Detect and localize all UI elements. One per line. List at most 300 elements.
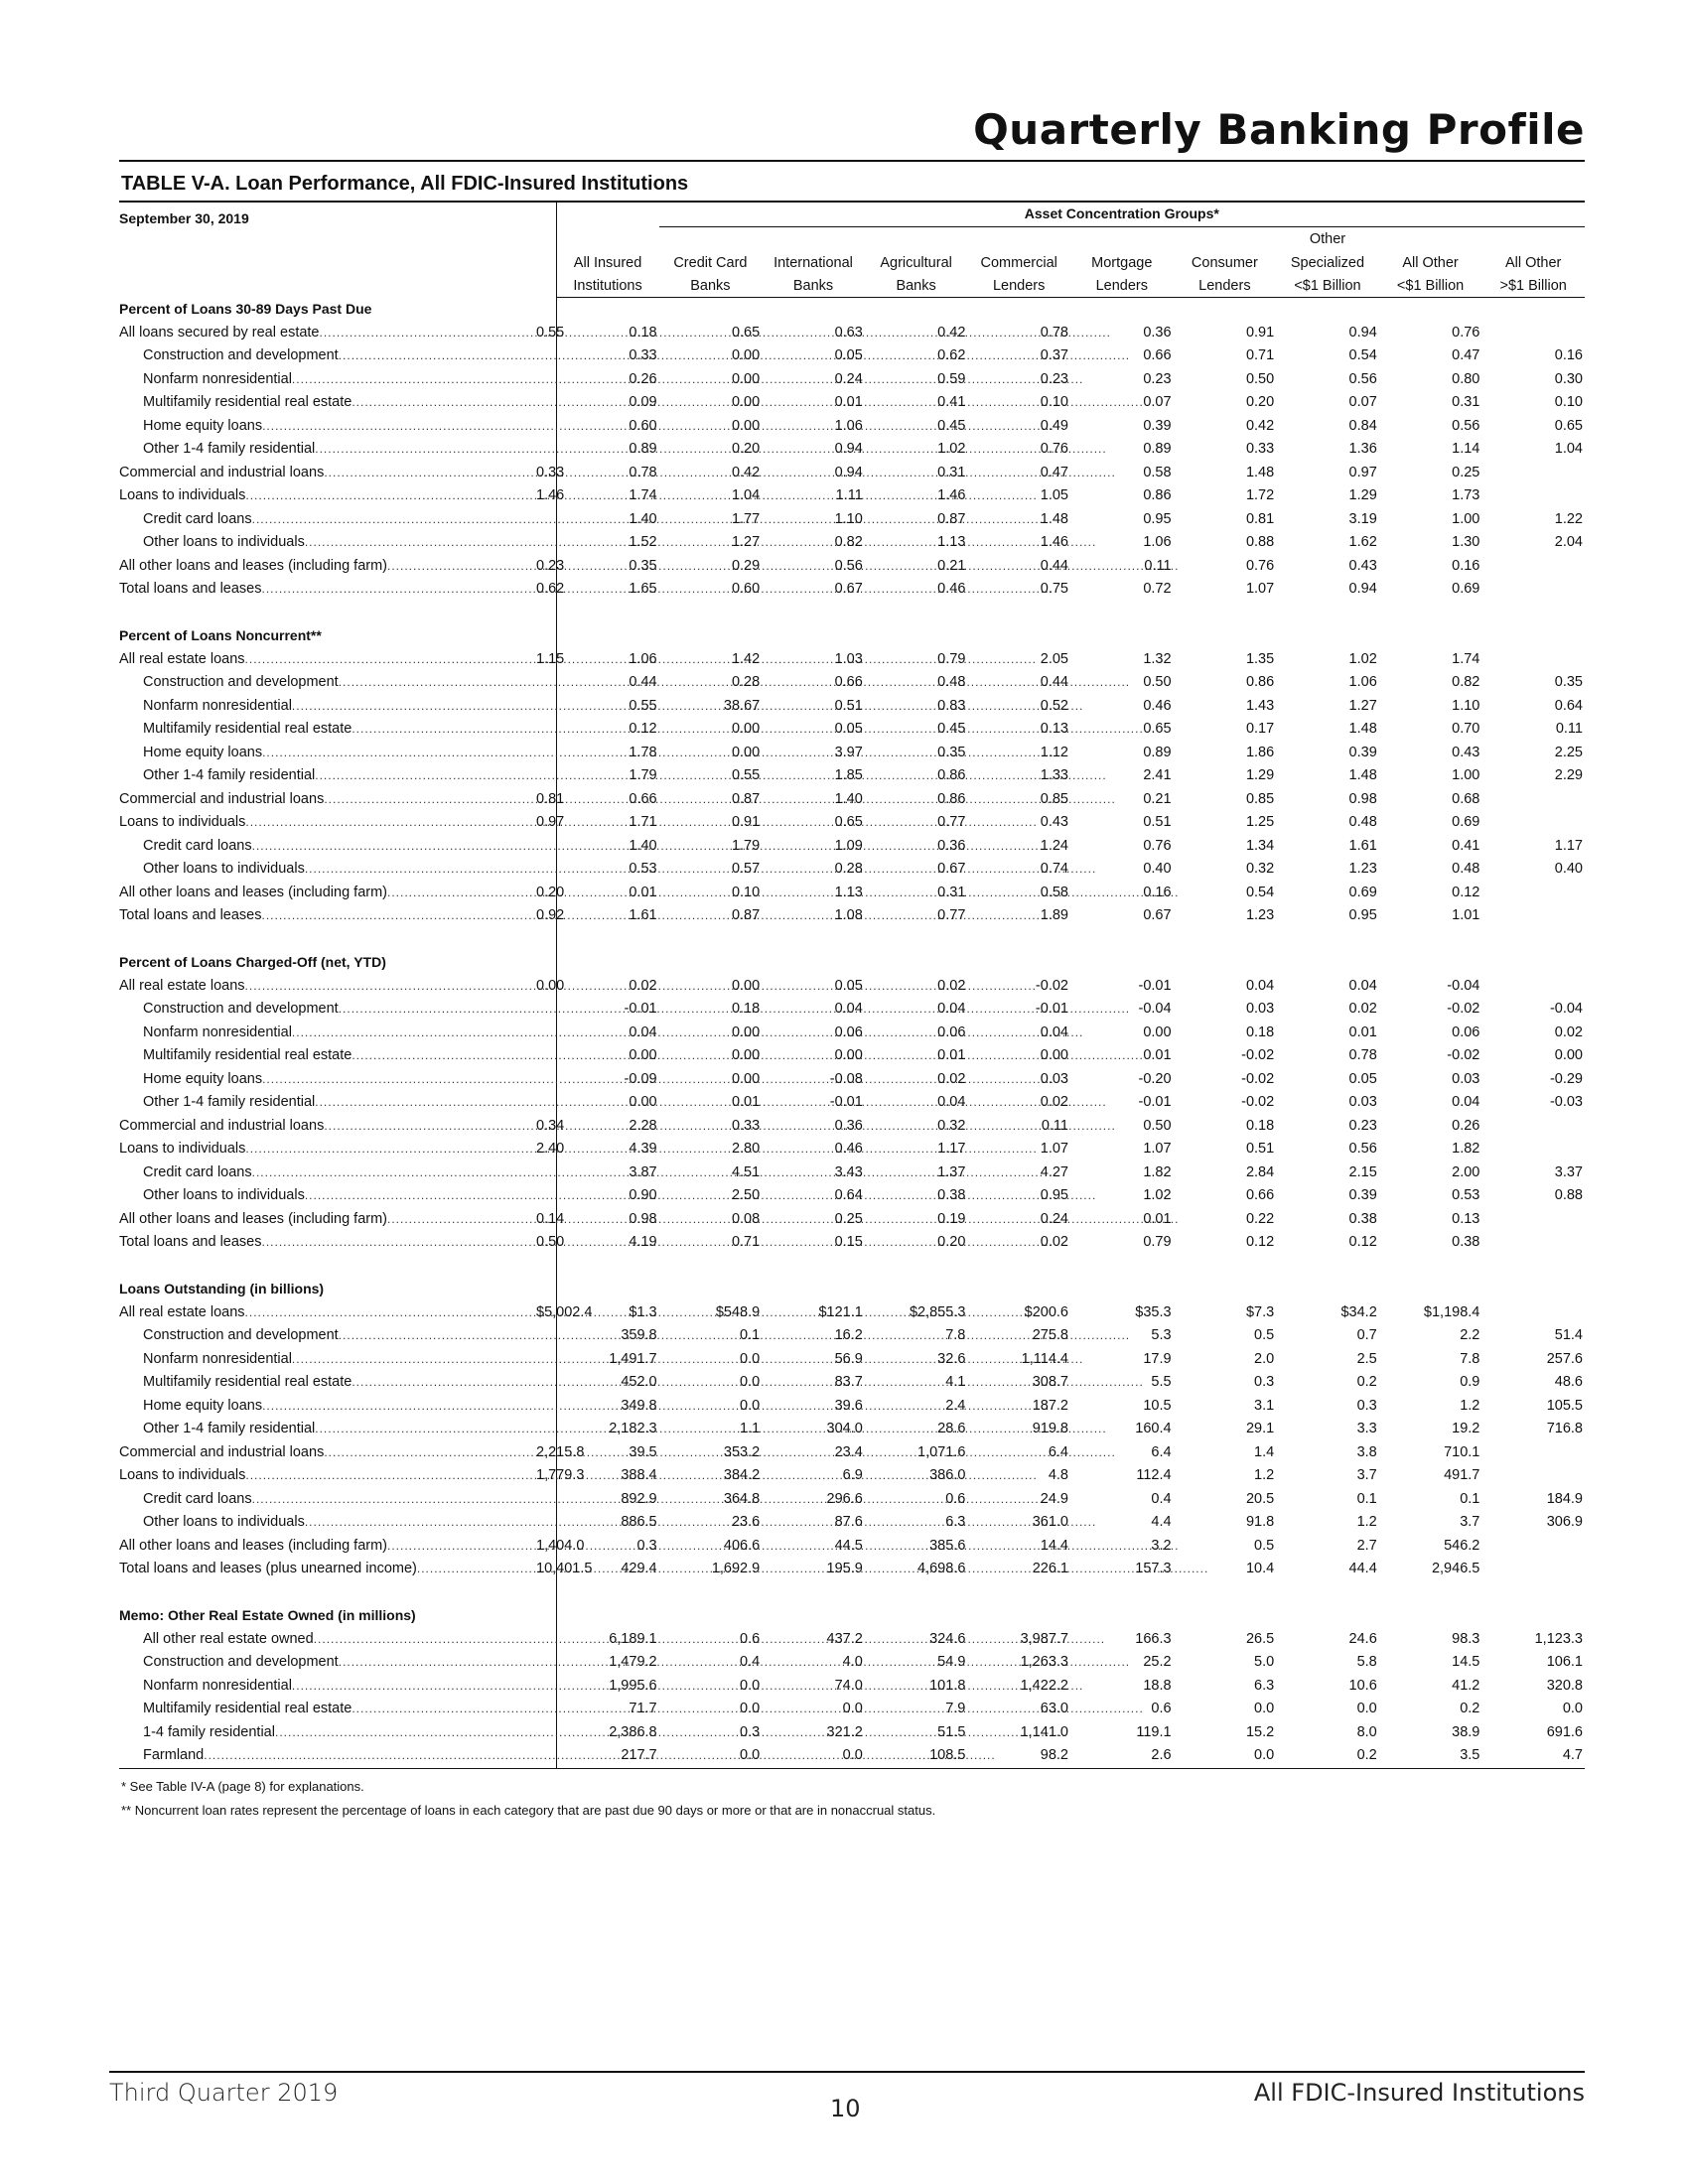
row-value: 0.66 (629, 790, 657, 807)
section-blank-cell (659, 1604, 763, 1628)
row-value: 0.02 (937, 977, 966, 994)
row-value: 0.04 (937, 1094, 966, 1111)
row-value: 1.00 (1452, 767, 1480, 784)
row-value: 1.61 (629, 907, 657, 924)
row-value: 0.24 (1040, 1210, 1068, 1227)
row-value: 5.5 (1151, 1374, 1172, 1391)
row-value: 257.6 (1546, 1350, 1583, 1367)
row-label-cell (119, 835, 536, 859)
row-value-all-insured: 0.81 (536, 788, 556, 812)
row-value: 0.01 (1143, 1210, 1172, 1227)
section-blank-cell (1070, 624, 1174, 648)
row-label-cell (119, 462, 536, 485)
row-value: 7.9 (945, 1701, 966, 1717)
row-value: 3.3 (1356, 1421, 1377, 1437)
row-label-text: Construction and development (143, 1001, 339, 1018)
row-value: 0.1 (740, 1327, 761, 1344)
row-value-all-insured: 1.52 (629, 534, 657, 551)
row-value: 0.02 (937, 1070, 966, 1087)
row-value: 0.12 (1245, 1234, 1275, 1251)
row-value-all-insured: 1.79 (629, 767, 657, 784)
row-value: 1.34 (1245, 837, 1275, 854)
row-value: 0.95 (1143, 510, 1172, 527)
row-value: 1.09 (834, 837, 863, 854)
row-label (119, 1349, 536, 1370)
row-label (119, 345, 536, 366)
row-value: 0.18 (731, 1001, 761, 1018)
table-row (119, 578, 1585, 602)
row-value: 0.25 (834, 1210, 863, 1227)
section-blank-cell (1379, 298, 1482, 322)
row-value: 0.67 (834, 581, 863, 598)
row-value: 10.4 (1245, 1561, 1275, 1577)
row-value-all-insured: 0.50 (536, 1231, 556, 1255)
row-value: 1.32 (1143, 650, 1172, 667)
leader-dots (305, 532, 1096, 553)
row-value: 0.00 (731, 1047, 761, 1064)
section-title: Memo: Other Real Estate Owned (in millions) (119, 1607, 416, 1624)
row-value: 0.26 (1452, 1117, 1480, 1134)
row-value: 1.03 (834, 650, 863, 667)
row-label (119, 485, 536, 506)
spacer-num-cell (1070, 1581, 1174, 1605)
row-label-cell (119, 1371, 536, 1395)
row-value-all-insured: 71.7 (629, 1701, 657, 1717)
row-label-text: Commercial and industrial loans (119, 1117, 325, 1134)
row-value: 275.8 (1032, 1327, 1068, 1344)
row-value: 0.4 (1151, 1490, 1172, 1507)
row-value-all-insured: 0.90 (629, 1187, 657, 1204)
row-value: 1.89 (1040, 907, 1068, 924)
row-value: 1.1 (740, 1421, 761, 1437)
row-label (119, 765, 536, 786)
row-label (119, 1023, 536, 1043)
row-label-cell (119, 671, 536, 695)
row-value: 1.00 (1452, 510, 1480, 527)
row-label-cell (119, 391, 536, 415)
row-value: -0.03 (1549, 1094, 1583, 1111)
section-title: Percent of Loans Noncurrent** (119, 627, 322, 644)
row-value-all-insured: 886.5 (621, 1514, 657, 1531)
section-blank-cell (1070, 1604, 1174, 1628)
row-value: 0.04 (1245, 977, 1275, 994)
row-label (119, 999, 536, 1020)
row-label-text: Total loans and leases (119, 907, 262, 924)
row-label-cell (119, 578, 536, 602)
row-value: 0.50 (1245, 370, 1275, 387)
row-value: 1.30 (1452, 534, 1480, 551)
row-label (119, 1325, 536, 1346)
row-value-all-insured: 0.00 (536, 975, 556, 999)
row-label (119, 1092, 536, 1113)
table-row (119, 1418, 1585, 1441)
spacer-num-cell (967, 1581, 1070, 1605)
row-value: 1.2 (1460, 1397, 1480, 1414)
row-value: 0.1 (1460, 1490, 1480, 1507)
column-header-line1 (865, 226, 968, 250)
row-label-cell (119, 1184, 536, 1208)
row-label (119, 836, 536, 857)
row-value: 0.02 (1348, 1001, 1377, 1018)
row-label-cell (119, 344, 536, 368)
row-value: 0.97 (1348, 464, 1377, 480)
section-blank-cell (967, 1604, 1070, 1628)
leader-dots (262, 1232, 1054, 1253)
table-body (119, 298, 1585, 1769)
row-value: 0.05 (834, 347, 863, 364)
table-row (119, 1091, 1585, 1115)
row-value: 0.40 (1554, 861, 1583, 878)
table-row (119, 835, 1585, 859)
table-row (119, 764, 1585, 788)
row-value: 166.3 (1135, 1630, 1172, 1647)
row-value: 7.8 (945, 1327, 966, 1344)
table-row (119, 1068, 1585, 1092)
row-value: 44.4 (1348, 1561, 1377, 1577)
table-row (119, 555, 1585, 579)
table-row (119, 998, 1585, 1022)
row-value: 0.45 (937, 417, 966, 434)
row-value: 0.33 (731, 1117, 761, 1134)
section-blank-cell (1379, 1278, 1482, 1301)
row-value: -0.01 (1138, 977, 1172, 994)
row-value: 0.65 (1554, 417, 1583, 434)
row-value: 0.78 (1040, 324, 1068, 341)
row-value: 0.44 (1040, 674, 1068, 691)
row-value: 1.48 (1245, 464, 1275, 480)
table-row (119, 1675, 1585, 1699)
leader-dots (262, 1069, 1054, 1090)
row-value: 0.94 (1348, 581, 1377, 598)
row-label-cell (119, 368, 536, 392)
row-value: 0.43 (1452, 744, 1480, 760)
row-value: 0.42 (937, 324, 966, 341)
row-value: 1.11 (835, 487, 863, 504)
column-header-line1 (1379, 226, 1482, 250)
row-value: 0.80 (1452, 370, 1480, 387)
row-label (119, 1372, 536, 1393)
section-blank-cell (1070, 1278, 1174, 1301)
row-value: 17.9 (1143, 1350, 1172, 1367)
row-value: 0.85 (1245, 790, 1275, 807)
section-blank-cell (1379, 951, 1482, 975)
table-row (119, 904, 1585, 928)
row-label-cell (119, 1395, 536, 1419)
table-row (119, 1208, 1585, 1232)
row-value: 0.41 (1452, 837, 1480, 854)
table-row (119, 671, 1585, 695)
row-label-text: Total loans and leases (119, 1234, 262, 1251)
spacer-gap-cell (536, 1255, 556, 1279)
row-label-cell (119, 764, 536, 788)
row-label-cell (119, 1464, 536, 1488)
row-label-cell (119, 508, 536, 532)
row-value: 0.86 (937, 767, 966, 784)
row-value: 6.3 (1254, 1677, 1275, 1694)
row-value: 1.17 (1554, 837, 1583, 854)
table-row (119, 1535, 1585, 1559)
row-value: 0.46 (937, 581, 966, 598)
row-label-cell (119, 1535, 536, 1559)
row-value: 0.48 (937, 674, 966, 691)
row-value: 26.5 (1245, 1630, 1275, 1647)
section-spacer (119, 1581, 1585, 1605)
row-value: 0.31 (937, 884, 966, 900)
row-value: 0.2 (1460, 1701, 1480, 1717)
row-label-cell (119, 1744, 536, 1768)
row-label-cell (119, 648, 536, 672)
row-value: 0.08 (731, 1210, 761, 1227)
spacer-num-cell (865, 1255, 968, 1279)
row-label-cell (119, 1022, 536, 1045)
row-value: 51.5 (937, 1723, 966, 1740)
row-value: 0.46 (1143, 697, 1172, 714)
column-header-line2: International (774, 254, 853, 271)
row-value: 691.6 (1546, 1723, 1583, 1740)
row-label (119, 859, 536, 880)
row-value: 0.00 (731, 370, 761, 387)
column-header-line1 (1174, 226, 1277, 250)
table-row (119, 391, 1585, 415)
row-label-text: Credit card loans (143, 510, 252, 527)
table-row (119, 415, 1585, 439)
row-value: 0.23 (1143, 370, 1172, 387)
row-value: 0.71 (1245, 347, 1275, 364)
page-title: Quarterly Banking Profile (973, 105, 1585, 154)
row-value: 0.83 (937, 697, 966, 714)
row-label (119, 1162, 536, 1183)
spacer-num-cell (1174, 602, 1277, 625)
row-value: 3.1 (1254, 1397, 1275, 1414)
row-label-text: All loans secured by real estate (119, 324, 320, 341)
row-label (119, 1489, 536, 1510)
row-value: 1.4 (1254, 1443, 1275, 1460)
row-label-text: All other loans and leases (including farm) (119, 1210, 387, 1227)
row-value: 0.85 (1040, 790, 1068, 807)
row-value: 296.6 (826, 1490, 863, 1507)
row-label-cell (119, 904, 536, 928)
table-row (119, 1721, 1585, 1745)
row-value: 304.0 (826, 1421, 863, 1437)
row-value: 0.00 (1143, 1024, 1172, 1040)
row-value-all-insured: 0.97 (536, 811, 556, 835)
row-value: 0.35 (1554, 674, 1583, 691)
row-value: 4.27 (1040, 1163, 1068, 1180)
section-blank-cell (762, 951, 865, 975)
row-value-all-insured: 1.40 (629, 837, 657, 854)
row-value: -0.02 (1241, 1094, 1275, 1111)
row-value: -0.02 (1241, 1047, 1275, 1064)
row-value: 0.58 (1143, 464, 1172, 480)
leader-dots (315, 439, 1106, 460)
row-value-all-insured: 359.8 (621, 1327, 657, 1344)
row-value: 1,071.6 (917, 1443, 966, 1460)
row-value: 1.2 (1254, 1467, 1275, 1484)
row-value: 0.47 (1452, 347, 1480, 364)
section-blank-cell (1481, 951, 1585, 975)
row-value: 0.28 (731, 674, 761, 691)
column-header-line1 (762, 226, 865, 250)
row-value: 0.64 (834, 1187, 863, 1204)
row-value: 0.01 (731, 1094, 761, 1111)
section-blank-cell (967, 298, 1070, 322)
row-label-cell (119, 975, 536, 999)
row-value: 0.00 (731, 394, 761, 411)
row-value-all-insured: 1.78 (629, 744, 657, 760)
row-label-text: Construction and development (143, 347, 339, 364)
row-value: 0.2 (1276, 1744, 1379, 1768)
spacer-label-cell (119, 928, 536, 952)
row-value: 0.21 (937, 557, 966, 574)
row-label-text: All real estate loans (119, 977, 245, 994)
column-header-line3: >$1 Billion (1481, 274, 1585, 298)
row-value: 1.01 (1452, 907, 1480, 924)
row-label (119, 1629, 536, 1650)
leader-dots (315, 1092, 1106, 1113)
row-value: 83.7 (834, 1374, 863, 1391)
row-value: 0.30 (1554, 370, 1583, 387)
row-value: 0.74 (1040, 861, 1068, 878)
row-label (119, 1209, 536, 1230)
row-label (119, 1465, 536, 1486)
row-value: 0.10 (731, 884, 761, 900)
footer-rule (109, 2071, 1585, 2073)
row-value-all-insured: 1,491.7 (609, 1350, 657, 1367)
row-label-text: Multifamily residential real estate (143, 1047, 352, 1064)
row-value: 0.53 (1452, 1187, 1480, 1204)
row-label (119, 1116, 536, 1137)
row-value: 2.4 (945, 1397, 966, 1414)
spacer-num-cell (1174, 1255, 1277, 1279)
row-value: 74.0 (834, 1677, 863, 1694)
row-value-all-insured: 0.12 (629, 721, 657, 738)
spacer-num-cell (556, 1581, 659, 1605)
row-label (119, 1069, 536, 1090)
row-value: 2.41 (1143, 767, 1172, 784)
row-value: 1.35 (1245, 650, 1275, 667)
row-value: 0.82 (1452, 674, 1480, 691)
row-value: 1,422.2 (1020, 1677, 1068, 1694)
section-blank-cell (967, 624, 1070, 648)
row-value: 0.78 (1348, 1047, 1377, 1064)
row-value: 108.5 (865, 1744, 968, 1768)
row-value: 6.4 (1151, 1443, 1172, 1460)
row-value: 29.1 (1245, 1421, 1275, 1437)
section-blank-cell (1481, 1604, 1585, 1628)
row-value: 0.0 (1356, 1701, 1377, 1717)
row-value: 4.7 (1481, 1744, 1585, 1768)
row-value: 106.1 (1546, 1654, 1583, 1671)
row-value: 0.04 (1348, 977, 1377, 994)
row-value: 1.06 (1348, 674, 1377, 691)
spacer-num-cell (1276, 1255, 1379, 1279)
row-value: 0.00 (834, 1047, 863, 1064)
row-label-cell (119, 1698, 536, 1721)
row-value: 0.32 (937, 1117, 966, 1134)
table-row (119, 1651, 1585, 1675)
row-value: 0.52 (1040, 697, 1068, 714)
row-value-all-insured: 0.53 (629, 861, 657, 878)
leader-dots (262, 743, 1054, 763)
row-label-cell (119, 1441, 536, 1465)
spacer-num-cell (1481, 1255, 1585, 1279)
row-label (119, 743, 536, 763)
row-value: 0.36 (937, 837, 966, 854)
row-value: 5.3 (1151, 1327, 1172, 1344)
row-value: 23.4 (834, 1443, 863, 1460)
spacer-num-cell (1070, 1255, 1174, 1279)
row-value: 2.05 (1040, 650, 1068, 667)
row-value: 0.76 (1452, 324, 1480, 341)
row-value: 0.03 (1040, 1070, 1068, 1087)
leader-dots (324, 463, 1115, 483)
row-value: 0.94 (834, 464, 863, 480)
section-blank-cell (556, 1604, 659, 1628)
leader-dots (204, 1745, 995, 1766)
spacer-num-cell (967, 928, 1070, 952)
row-value: 0.31 (937, 464, 966, 480)
row-value: 0.38 (1452, 1234, 1480, 1251)
row-value: 0.66 (1143, 347, 1172, 364)
row-label-cell (119, 1138, 536, 1161)
row-value: -0.01 (829, 1094, 863, 1111)
footnote-asset-groups: * See Table IV-A (page 8) for explanations. (121, 1779, 364, 1794)
leader-dots (262, 1396, 1054, 1417)
column-header-line1 (556, 226, 659, 250)
row-value: -0.02 (1035, 977, 1068, 994)
row-value: 0.65 (1143, 721, 1172, 738)
row-value: 0.28 (834, 861, 863, 878)
row-value-all-insured: 2,386.8 (609, 1723, 657, 1740)
row-value: 24.9 (1040, 1490, 1068, 1507)
row-label-cell (119, 695, 536, 719)
row-value: 0.56 (834, 557, 863, 574)
row-value: 0.56 (1348, 370, 1377, 387)
row-label-cell (119, 718, 536, 742)
row-value: 87.6 (834, 1514, 863, 1531)
row-value: 0.19 (937, 1210, 966, 1227)
row-value: 0.89 (1143, 744, 1172, 760)
row-value-all-insured: 0.55 (536, 322, 556, 345)
row-value: 0.65 (834, 814, 863, 831)
row-label (119, 1652, 536, 1673)
row-label (119, 1536, 536, 1557)
row-value: 0.38 (1348, 1210, 1377, 1227)
row-value: 406.6 (723, 1537, 761, 1554)
row-value: 63.0 (1040, 1701, 1068, 1717)
row-value: 0.39 (1143, 417, 1172, 434)
row-value: 23.6 (731, 1514, 761, 1531)
row-label (119, 812, 536, 833)
spacer-num-cell (1276, 602, 1379, 625)
row-value: 2.00 (1452, 1163, 1480, 1180)
date-label: September 30, 2019 (119, 210, 249, 226)
spacer-num-cell (1481, 928, 1585, 952)
table-row (119, 1301, 1585, 1325)
row-value: 0.25 (1452, 464, 1480, 480)
section-blank-cell (1379, 624, 1482, 648)
row-value: 0.69 (1452, 814, 1480, 831)
row-value: 0.63 (834, 324, 863, 341)
row-value: 0.66 (834, 674, 863, 691)
row-label-text: Loans to individuals (119, 1141, 246, 1158)
section-gap-cell (536, 1278, 556, 1301)
row-value: -0.04 (1549, 1001, 1583, 1018)
row-value: 0.00 (731, 977, 761, 994)
row-label-cell (119, 1721, 536, 1745)
row-value: 1.07 (1040, 1141, 1068, 1158)
row-value: 0.20 (937, 1234, 966, 1251)
